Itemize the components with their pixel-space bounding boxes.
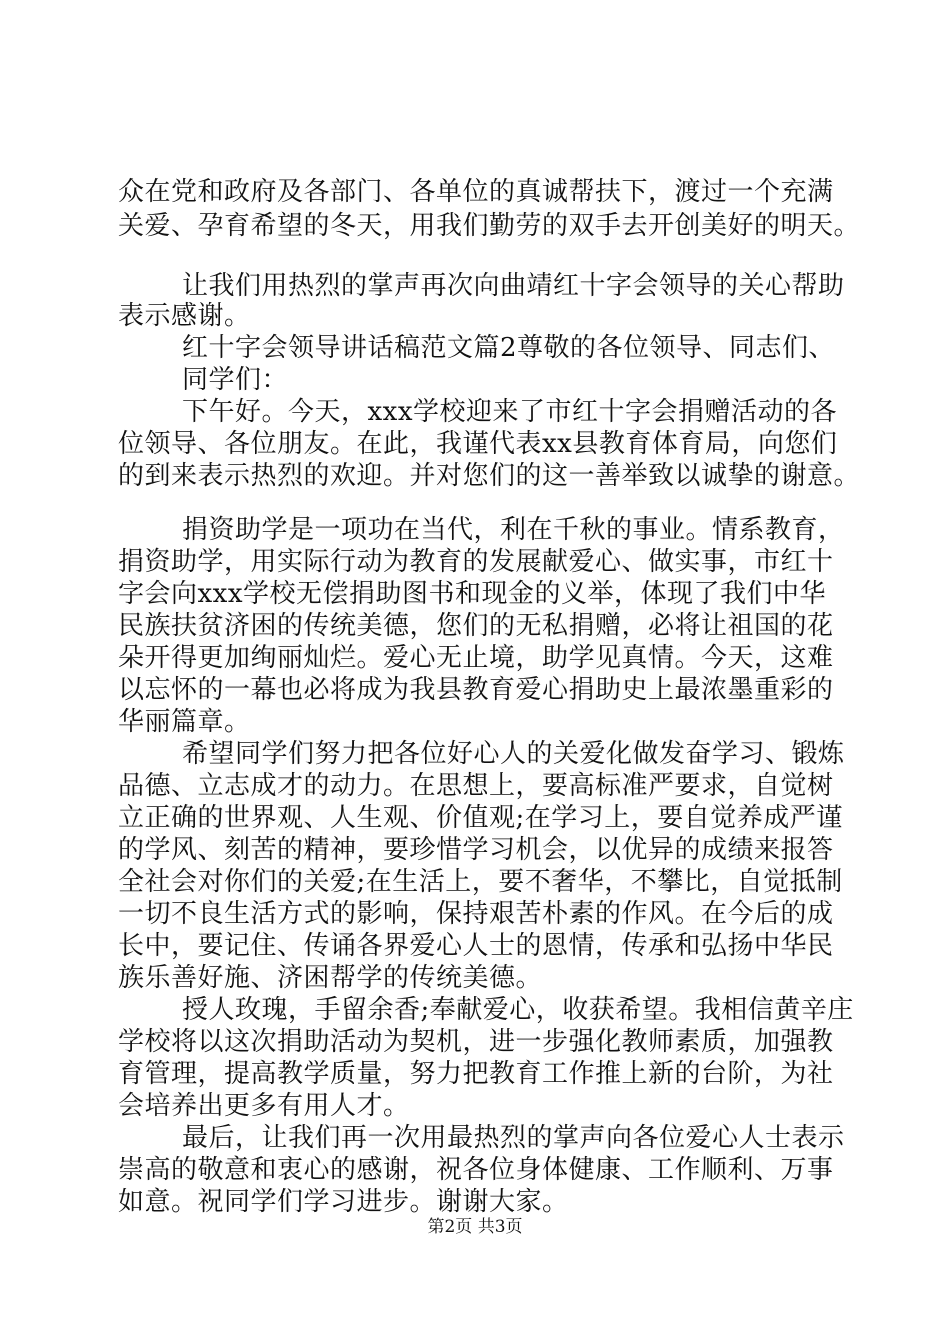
paragraph-line: 让我们用热烈的掌声再次向曲靖红十字会领导的关心帮助 xyxy=(182,271,845,301)
paragraph-line: 授人玫瑰，手留余香;奉献爱心，收获希望。我相信黄辛庄 xyxy=(182,995,854,1025)
paragraph-line: 表示感谢。 xyxy=(118,301,251,331)
paragraph-line: 民族扶贫济困的传统美德，您们的无私捐赠，必将让祖国的花 xyxy=(118,611,834,641)
paragraph-line: 字会向xxx学校无偿捐助图书和现金的义举，体现了我们中华 xyxy=(118,579,826,609)
paragraph-line: 希望同学们努力把各位好心人的关爱化做发奋学习、锻炼 xyxy=(182,739,845,769)
paragraph-line: 品德、立志成才的动力。在思想上，要高标准严要求，自觉树 xyxy=(118,771,834,801)
page-number-footer: 第2页 共3页 xyxy=(427,1217,523,1237)
paragraph-line: 最后，让我们再一次用最热烈的掌声向各位爱心人士表示 xyxy=(182,1123,845,1153)
paragraph-line: 会培养出更多有用人才。 xyxy=(118,1091,410,1121)
paragraph-line: 以忘怀的一幕也必将成为我县教育爱心捐助史上最浓墨重彩的 xyxy=(118,675,834,705)
paragraph-line: 长中，要记住、传诵各界爱心人士的恩情，传承和弘扬中华民 xyxy=(118,931,834,961)
paragraph-line: 族乐善好施、济困帮学的传统美德。 xyxy=(118,963,543,993)
paragraph-line: 的到来表示热烈的欢迎。并对您们的这一善举致以诚挚的谢意。 xyxy=(118,461,861,491)
section-heading-line: 红十字会领导讲话稿范文篇2尊敬的各位领导、同志们、 xyxy=(182,333,836,363)
paragraph-line: 位领导、各位朋友。在此，我谨代表xx县教育体育局，向您们 xyxy=(118,429,838,459)
paragraph-line: 如意。祝同学们学习进步。谢谢大家。 xyxy=(118,1187,569,1217)
paragraph-line: 立正确的世界观、人生观、价值观;在学习上，要自觉养成严谨 xyxy=(118,803,843,833)
paragraph-line: 华丽篇章。 xyxy=(118,707,251,737)
paragraph-line: 全社会对你们的关爱;在生活上，要不奢华，不攀比，自觉抵制 xyxy=(118,867,843,897)
paragraph-line: 一切不良生活方式的影响，保持艰苦朴素的作风。在今后的成 xyxy=(118,899,834,929)
paragraph-line: 学校将以这次捐助活动为契机，进一步强化教师素质，加强教 xyxy=(118,1027,834,1057)
paragraph-line: 众在党和政府及各部门、各单位的真诚帮扶下，渡过一个充满 xyxy=(118,177,834,207)
paragraph-line: 关爱、孕育希望的冬天，用我们勤劳的双手去开创美好的明天。 xyxy=(118,211,861,241)
paragraph-line: 捐资助学是一项功在当代，利在千秋的事业。情系教育， xyxy=(182,515,845,545)
paragraph-line: 崇高的敬意和衷心的感谢，祝各位身体健康、工作顺利、万事 xyxy=(118,1155,834,1185)
paragraph-line: 捐资助学，用实际行动为教育的发展献爱心、做实事，市红十 xyxy=(118,547,834,577)
paragraph-line: 下午好。今天，xxx学校迎来了市红十字会捐赠活动的各 xyxy=(182,397,837,427)
salutation-line: 同学们： xyxy=(182,365,289,395)
paragraph-line: 朵开得更加绚丽灿烂。爱心无止境，助学见真情。今天，这难 xyxy=(118,643,834,673)
paragraph-line: 育管理，提高教学质量，努力把教育工作推上新的台阶，为社 xyxy=(118,1059,834,1089)
paragraph-line: 的学风、刻苦的精神，要珍惜学习机会，以优异的成绩来报答 xyxy=(118,835,834,865)
